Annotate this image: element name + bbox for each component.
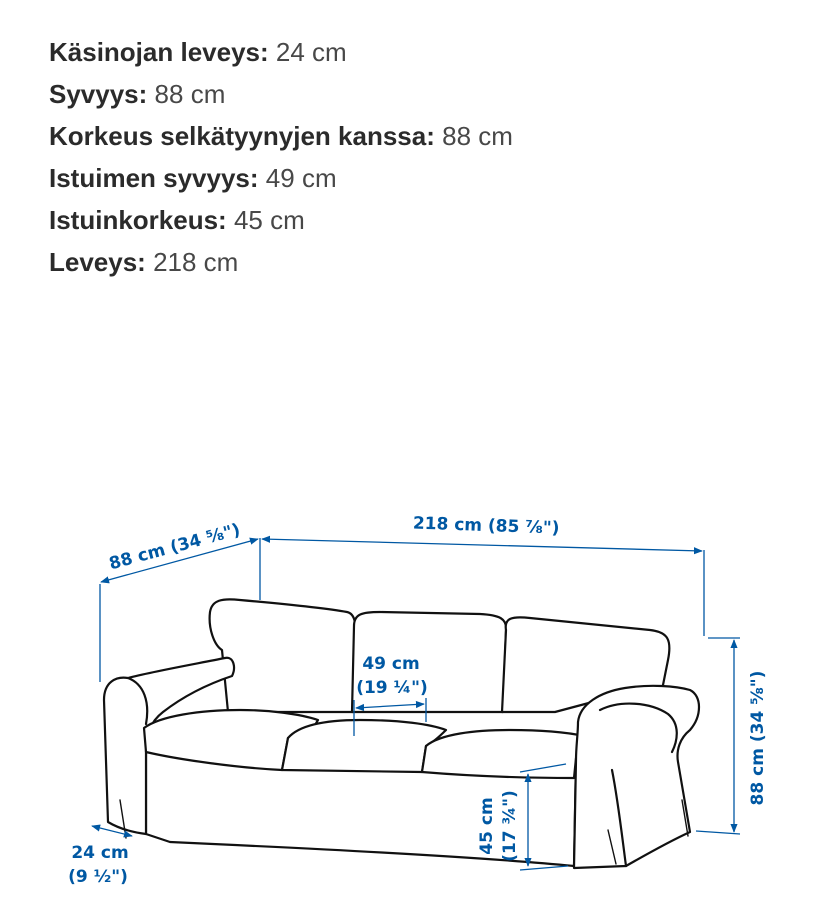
height-label: 88 cm (34 ⅝") (748, 670, 768, 806)
spec-value: 88 cm (154, 79, 226, 109)
arm-width-label-in: (9 ½") (68, 867, 128, 887)
spec-label: Käsinojan leveys: (49, 37, 269, 67)
depth-label: 88 cm (34 ⅝") (106, 520, 243, 575)
seat-height-label-in: (17 ¾") (500, 790, 520, 862)
spec-value: 45 cm (233, 205, 305, 235)
arm-width-label-cm: 24 cm (71, 843, 129, 863)
back-cushion-left (210, 599, 356, 712)
spec-value: 218 cm (153, 247, 239, 277)
spec-value: 24 cm (275, 37, 347, 67)
seat-height-label-cm: 45 cm (477, 797, 497, 855)
seat-depth-label-in: (19 ¼") (356, 678, 428, 698)
spec-label: Istuinkorkeus: (49, 205, 227, 235)
seat-cushion-middle (282, 720, 446, 772)
spec-label: Leveys: (49, 247, 146, 277)
spec-label: Korkeus selkätyynyjen kanssa: (49, 121, 435, 151)
spec-value: 49 cm (265, 163, 337, 193)
seat-depth-label-cm: 49 cm (362, 654, 420, 674)
spec-label: Syvyys: (49, 79, 148, 109)
width-label: 218 cm (85 ⅞") (412, 513, 560, 539)
armrest-right (574, 686, 699, 868)
seat-height-extension-bottom (520, 866, 568, 870)
spec-label: Istuimen syvyys: (49, 163, 259, 193)
sofa-illustration (104, 599, 699, 868)
width-dimension-line (262, 539, 702, 551)
spec-value: 88 cm (442, 121, 513, 151)
seat-cushion-right (422, 730, 584, 778)
